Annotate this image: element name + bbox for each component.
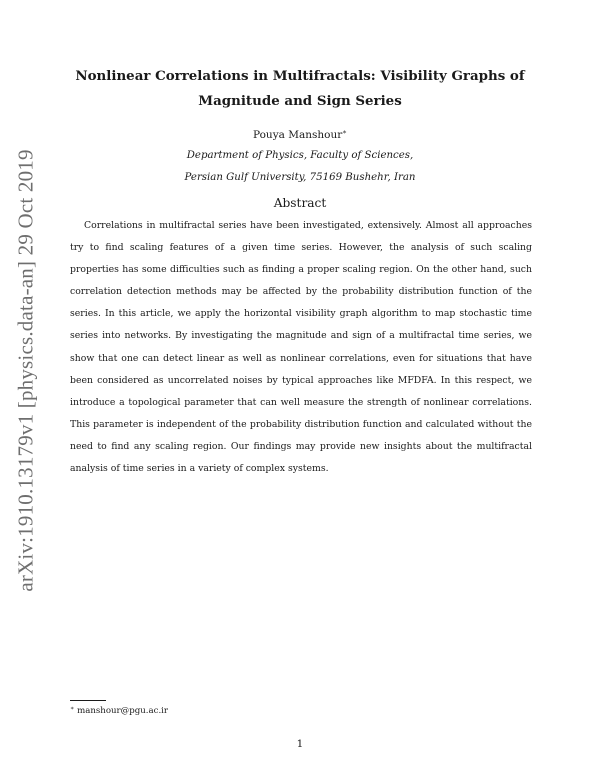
author-footnote-mark: ∗ <box>342 128 348 136</box>
abstract-body: Correlations in multifractal series have been investigated, extensively. Almost all approaches try to find scaling features of a given time series. However, the analysis of such scaling properties has some difficulties such as finding a proper scaling region. On the other hand, such correlation detection methods may be affected by the probability distribution function of the series. In this article, we apply the horizontal visibility graph algorithm to map stochastic time series into networks. By investigating the magnitude and sign of a multifractal time series, we show that one can detect linear as well as nonlinear correlations, even for situations that have been considered as uncorrelated noises by typical approaches like MFDFA. In this respect, we introduce a topological parameter that can well measure the strength of nonlinear correlations. This parameter is independent of the probability distribution function and calculated without the need to find any scaling region. Our findings may provide new insights about the multifractal analysis of time series in a variety of complex systems. <box>70 220 532 475</box>
footnote-email: manshour@pgu.ac.ir <box>77 706 169 716</box>
page-number: 1 <box>296 738 304 750</box>
arxiv-identifier-stamp <box>8 148 44 592</box>
affiliation-line-2: Persian Gulf University, 75169 Bushehr, Iran <box>184 172 416 183</box>
paper-title: Nonlinear Correlations in Multifractals: Visibility Graphs of Magnitude and Sign Series <box>75 68 525 109</box>
author-name: Pouya Manshour <box>252 129 343 141</box>
footnote-mark: ∗ <box>70 705 75 712</box>
arxiv-identifier-text: arXiv:1910.13179v1 [physics.data-an] 29 Oct 2019 <box>13 148 38 592</box>
footnote <box>70 705 168 716</box>
footnote-divider <box>70 700 106 701</box>
abstract-heading: Abstract <box>273 196 327 210</box>
affiliation-line-1: Department of Physics, Faculty of Sciences, <box>186 150 414 161</box>
author-line <box>0 128 600 141</box>
